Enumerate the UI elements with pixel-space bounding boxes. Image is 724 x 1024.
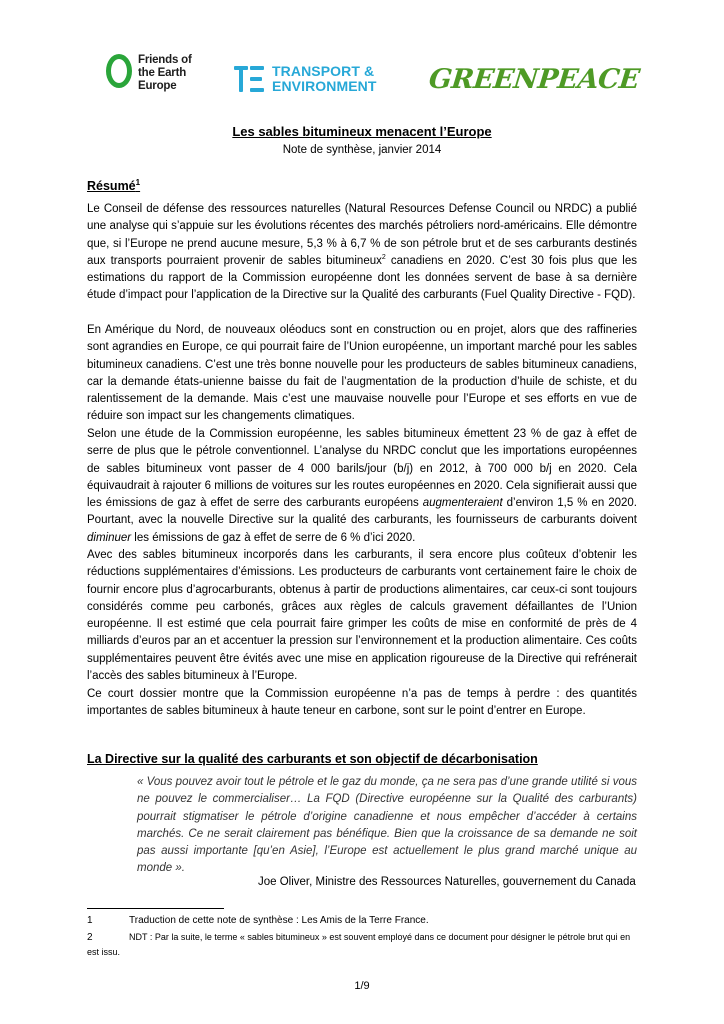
page-number: 1/9 (354, 980, 370, 992)
section-heading-fqd: La Directive sur la qualité des carburants et son objectif de décarbonisation (87, 752, 538, 766)
greenpeace-logo: GREENPEACE (427, 64, 641, 95)
te-line-2: ENVIRONMENT (272, 78, 377, 94)
document-title: Les sables bitumineux menacent l’Europe (232, 124, 492, 139)
footnote-ref-1: 1 (135, 178, 141, 187)
te-mark-icon (234, 62, 266, 94)
quote-block: « Vous pouvez avoir tout le pétrole et le gaz du monde, ça ne sera pas d’une grande utilité si vous ne pouvez le commercialiser… La FQD (Directive européenne sur la Qualité des carburants) pourrait stigmatiser le pétrole d’origine canadienne et nous empêcher d’accéder à certains marchés. Ce ne serait clairement pas bénéfique. Bien que la croissance de sa demande ne soit pas aussi importante [qu’en Asie], l’Europe est actuellement le plus grand marché unique au monde ». (137, 776, 637, 875)
foe-ring-icon (106, 54, 132, 88)
paragraph-1: Le Conseil de défense des ressources naturelles (Natural Resources Defense Council ou NRDC) a publié une analyse qui s’appuie sur les évolutions récentes des marchés pétroliers nord-américains. Elle démontre que, si l’Europe ne prend aucune mesure, 5,3 % à 6,7 % de son pétrole brut et de ses carburants destinés aux transports pourraient provenir de sables bitumineux$^2$ canadiens en 2020. C’est 30 fois plus que les estimations du rapport de la Commission européenne dont les données servent de base à sa dernière étude d’impact pour l’application de la Directive sur la Qualité des carburants (Fuel Quality Directive - FQD). (87, 203, 637, 302)
footnote-divider (87, 908, 224, 909)
paragraph-2: En Amérique du Nord, de nouveaux oléoducs sont en construction ou en projet, alors que des raffineries sont agrandies en Europe, ce qui pourrait faire de l’Union européenne, un important marché pour les sables bitumineux canadiens. C’est une très bonne nouvelle pour les producteurs de sables bitumineux canadiens, car la demande états-unienne baisse du fait de l’augmentation de la production d’huile de schiste, et du ralentissement de la demande. Mais c’est une mauvaise nouvelle pour l’Europe et ses efforts en vue de réduire son impact sur les changements climatiques. (87, 324, 637, 423)
friends-of-the-earth-logo (104, 52, 204, 98)
footnote-2: 2 NDT : Par la suite, le terme « sables bitumineux » est souvent employé dans ce document pour désigner le pétrole brut qui en est issu. (87, 932, 631, 957)
document-subtitle: Note de synthèse, janvier 2014 (282, 144, 442, 156)
footnote-1: 1 Traduction de cette note de synthèse : Les Amis de la Terre France. (87, 915, 429, 926)
paragraph-4: Avec des sables bitumineux incorporés dans les carburants, il sera encore plus coûteux d’obtenir les réductions supplémentaires d’émissions. Les producteurs de carburants vont certainement faire le choix de fournir encore plus d’agrocarburants, obtenus à partir de productions alimentaires, car ceux-ci sont toujours considérés comme peu carbonés, grâces aux règles de calculs gravement défaillantes de l’Union européenne. Il est estimé que cela pourrait faire grimper les coûts de mise en conformité de près de 4 milliards d’euros par an et accentuer la pression sur l’environnement et la production alimentaire. Ces coûts supplémentaires peuvent être évités avec une mise en application rigoureuse de la Directive qui refrénerait l’accès des sables bitumineux à l’Europe. (87, 549, 637, 683)
foe-line-3: Europe (138, 80, 177, 92)
transport-environment-logo (234, 62, 384, 98)
resume-heading: Résumé$^1$ (87, 178, 141, 194)
quote-attribution: Joe Oliver, Ministre des Ressources Naturelles, gouvernement du Canada (258, 876, 636, 888)
footnote-ref-2: 2 (381, 254, 386, 262)
paragraph-3: Selon une étude de la Commission européenne, les sables bitumineux émettent 23 % de gaz à effet de serre de plus que le pétrole conventionnel. L’analyse du NRDC conclut que les importations européennes de sables bitumineux vont passer de 4 000 barils/jour (b/j) en 2012, à 700 000 b/j en 2020. Cela équivaudrait à rajouter 6 millions de voitures sur les routes européennes en 2020. Cela signifierait aussi que les émissions de gaz à effet de serre des carburants européens augmenteraient d’environ 1,5 % en 2020. Pourtant, avec la nouvelle Directive sur la qualité des carburants, les fournisseurs de carburants doivent diminuer les émissions de gaz à effet de serre de 6 % d’ici 2020. (87, 428, 637, 544)
foe-line-1: Friends of (138, 54, 192, 66)
foe-line-2: the Earth (138, 67, 187, 79)
logo-bar (104, 48, 641, 104)
paragraph-5: Ce court dossier montre que la Commission européenne n’a pas de temps à perdre : des quantités importantes de sables bitumineux à haute teneur en carbone, sont sur le point d’entrer en Europe. (87, 688, 637, 718)
te-line-1: TRANSPORT & (272, 63, 375, 79)
